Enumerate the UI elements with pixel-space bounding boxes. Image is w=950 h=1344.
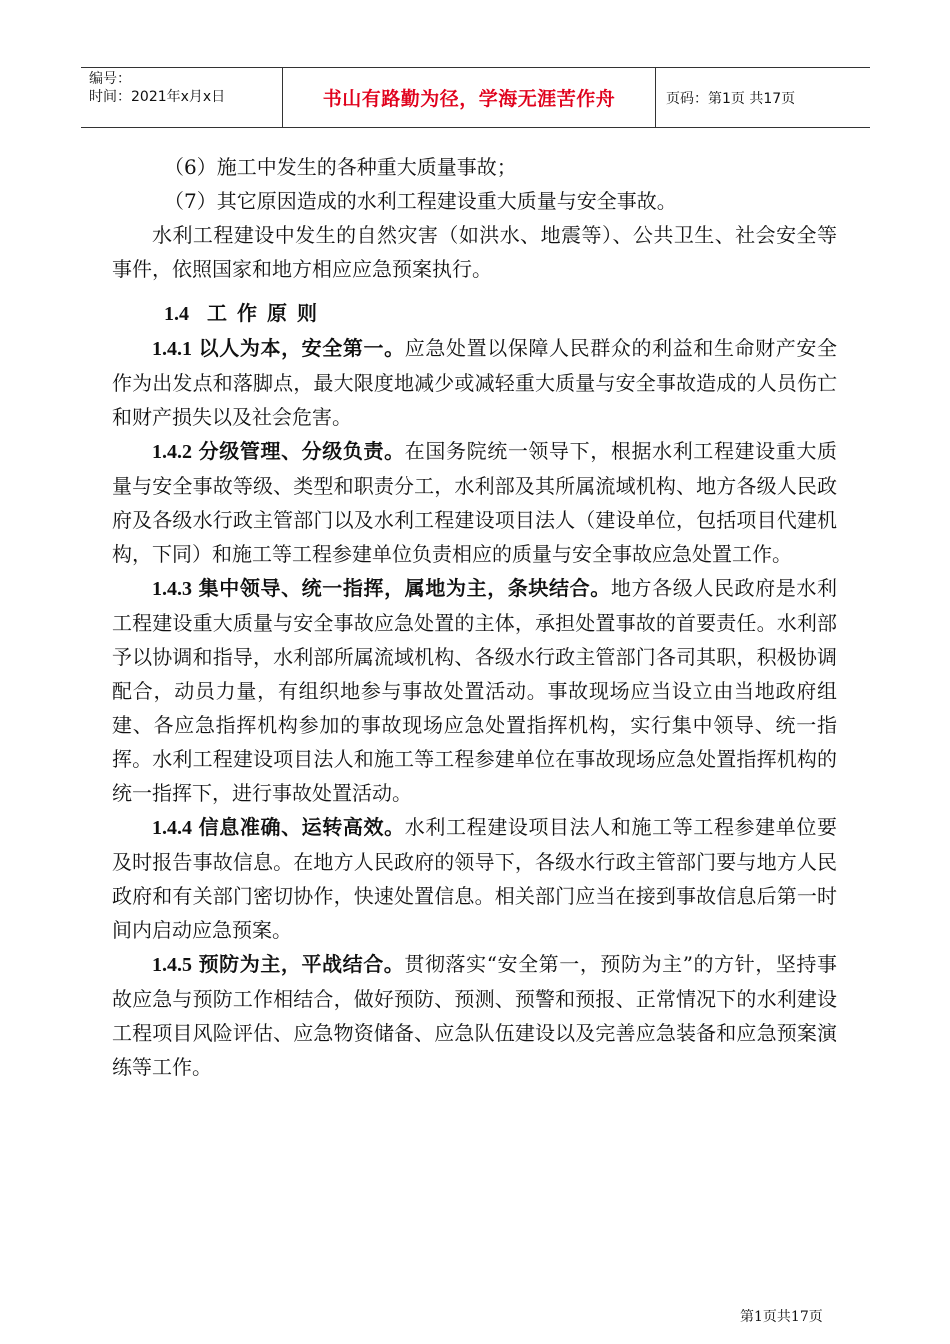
section-number: 1.4 — [164, 303, 189, 325]
page-header — [81, 67, 870, 128]
principle-text: 地方各级人民政府是水利工程建设重大质量与安全事故应急处置的主体，承担处置事故的首要责任。水利部予以协调和指导，水利部所属流域机构、各级水行政主管部门各司其职，积极协调配合，动员力量，有组织地参与事故处置活动。事故现场应当设立由当地政府组建、各应急指挥机构参加的事故现场应急处置指挥机构，实行集中领导、统一指挥。水利工程建设项目法人和施工等工程参建单位在事故现场应急处置指挥机构的统一指挥下，进行事故处置活动。 — [112, 576, 838, 805]
principle-text: 应急处置以保障人民群众的利益和生命财产安全作为出发点和落脚点，最大限度地减少或减轻重大质量与安全事故造成的人员伤亡和财产损失以及社会危害。 — [112, 336, 838, 429]
page-footer: 第1页共17页 — [740, 1309, 823, 1325]
principle-title: 分级管理、分级负责。 — [198, 439, 405, 463]
principle-title: 以人为本，安全第一。 — [198, 336, 405, 360]
principle-text: 水利工程建设项目法人和施工等工程参建单位要及时报告事故信息。在地方人民政府的领导下，各级水行政主管部门要与地方人民政府和有关部门密切协作，快速处置信息。相关部门应当在接到事故信息后第一时间内启动应急预案。 — [112, 815, 838, 942]
list-item-6: （6）施工中发生的各种重大质量事故； — [164, 155, 517, 179]
principle-text: 贯彻落实“安全第一，预防为主”的方针，坚持事故应急与预防工作相结合，做好预防、预测、预警和预报、正常情况下的水利建设工程项目风险评估、应急物资储备、应急队伍建设以及完善应急装备和应急预案演练等工作。 — [112, 952, 838, 1079]
principle-1-4-1 — [112, 331, 837, 434]
paragraph-disaster: 水利工程建设中发生的自然灾害（如洪水、地震等）、公共卫生、社会安全等事件，依照国家和地方相应应急预案执行。 — [112, 223, 837, 281]
section-title: 工作原则 — [207, 301, 327, 325]
principle-text: 在国务院统一领导下，根据水利工程建设重大质量与安全事故等级、类型和职责分工，水利部及其所属流域机构、地方各级人民政府及各级水行政主管部门以及水利工程建设项目法人（建设单位，包括项目代建机构，下同）和施工等工程参建单位负责相应的质量与安全事故应急处置工作。 — [112, 439, 838, 566]
principle-number: 1.4.4 — [152, 817, 192, 839]
header-page-number: 页码：第1页 共17页 — [666, 90, 796, 107]
principle-number: 1.4.3 — [152, 578, 192, 600]
principle-1-4-2 — [112, 434, 837, 571]
principle-number: 1.4.2 — [152, 441, 192, 463]
list-item-7: （7）其它原因造成的水利工程建设重大质量与安全事故。 — [164, 189, 677, 213]
principle-1-4-5 — [112, 947, 837, 1084]
header-motto: 书山有路勤为径，学海无涯苦作舟 — [283, 68, 656, 127]
principle-1-4-3 — [112, 571, 837, 810]
header-meta — [81, 68, 283, 127]
principle-title: 信息准确、运转高效。 — [198, 815, 405, 839]
principle-1-4-4 — [112, 810, 837, 947]
section-heading — [112, 296, 837, 331]
document-body — [112, 150, 837, 1084]
document-number-label: 编号： — [89, 71, 131, 87]
principle-title: 预防为主，平战结合。 — [198, 952, 405, 976]
principle-title: 集中领导、统一指挥，属地为主，条块结合。 — [198, 576, 611, 600]
principle-number: 1.4.5 — [152, 954, 192, 976]
document-date-label: 时间：2021年x月x日 — [89, 89, 226, 105]
principle-number: 1.4.1 — [152, 338, 192, 360]
